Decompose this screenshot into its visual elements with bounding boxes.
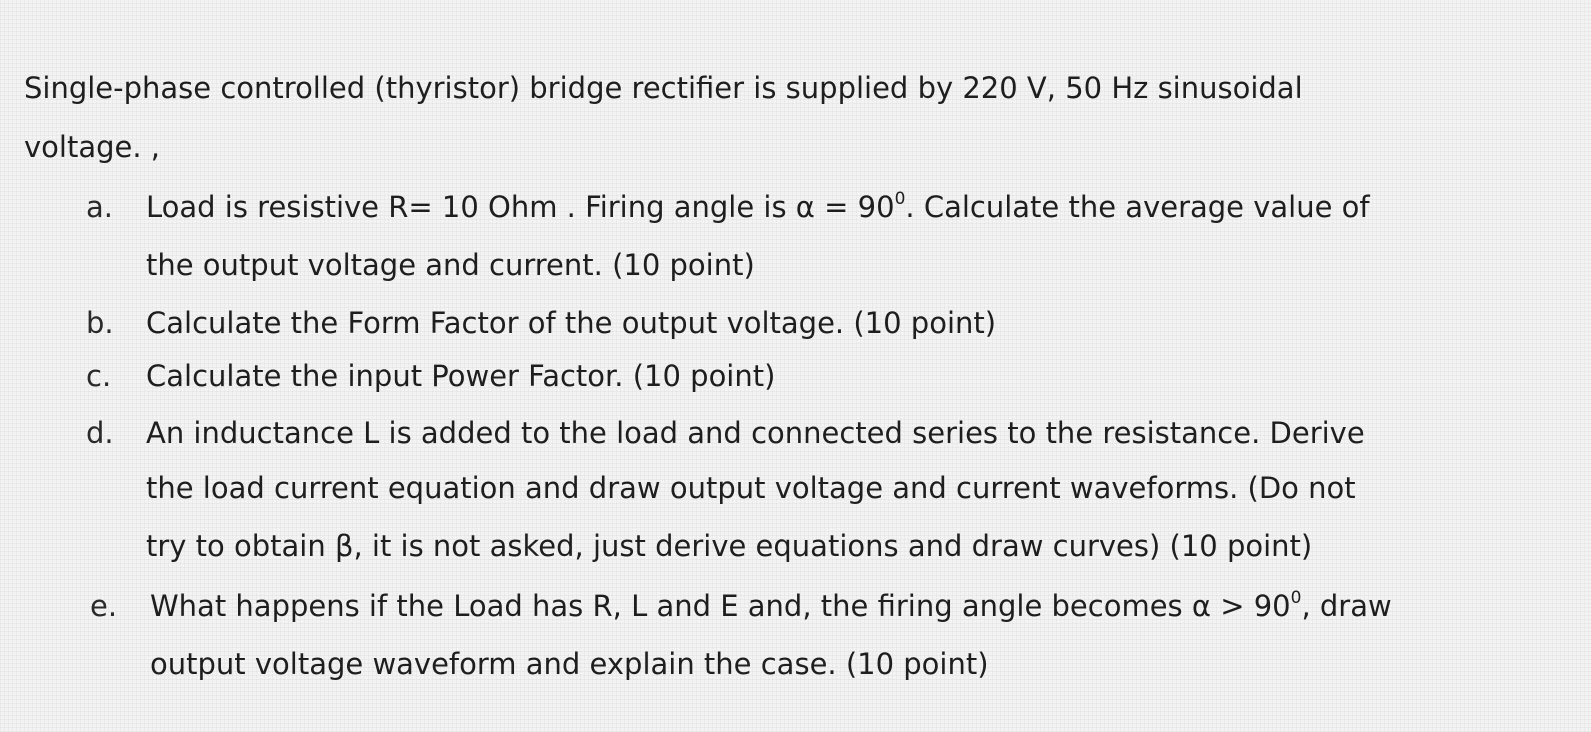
- degree-superscript: 0: [1290, 588, 1302, 608]
- degree-superscript: 0: [894, 189, 906, 209]
- item-c-line-1: Calculate the input Power Factor. (10 point): [146, 359, 776, 393]
- intro-line-2: voltage. ,: [24, 130, 161, 164]
- intro-line-1: Single-phase controlled (thyristor) bridge rectifier is supplied by 220 V, 50 Hz sinusoidal: [24, 71, 1303, 105]
- item-e-line-1-tail: , draw: [1301, 589, 1392, 623]
- item-b-line-1: Calculate the Form Factor of the output voltage. (10 point): [146, 306, 997, 340]
- item-d-letter: d.: [86, 416, 114, 450]
- item-d-line-2: the load current equation and draw output voltage and current waveforms. (Do not: [146, 471, 1356, 505]
- item-e-letter: e.: [90, 589, 118, 623]
- item-a-line-2: the output voltage and current. (10 point): [146, 248, 755, 282]
- item-d-line-1: An inductance L is added to the load and connected series to the resistance. Derive: [146, 416, 1365, 450]
- item-e-line-2: output voltage waveform and explain the case. (10 point): [150, 647, 989, 681]
- item-b-letter: b.: [86, 306, 114, 340]
- item-a-line-1-tail: . Calculate the average value of: [905, 190, 1370, 224]
- item-a-letter: a.: [86, 190, 113, 224]
- item-a-line-1: [146, 189, 1370, 226]
- item-a-line-1-text: Load is resistive R= 10 Ohm . Firing angle is α = 90: [146, 190, 895, 224]
- item-e-line-1-text: What happens if the Load has R, L and E and, the firing angle becomes α > 90: [150, 589, 1291, 623]
- item-e-line-1: [150, 588, 1392, 625]
- item-d-line-3: try to obtain β, it is not asked, just derive equations and draw curves) (10 point): [146, 529, 1313, 563]
- item-c-letter: c.: [86, 359, 112, 393]
